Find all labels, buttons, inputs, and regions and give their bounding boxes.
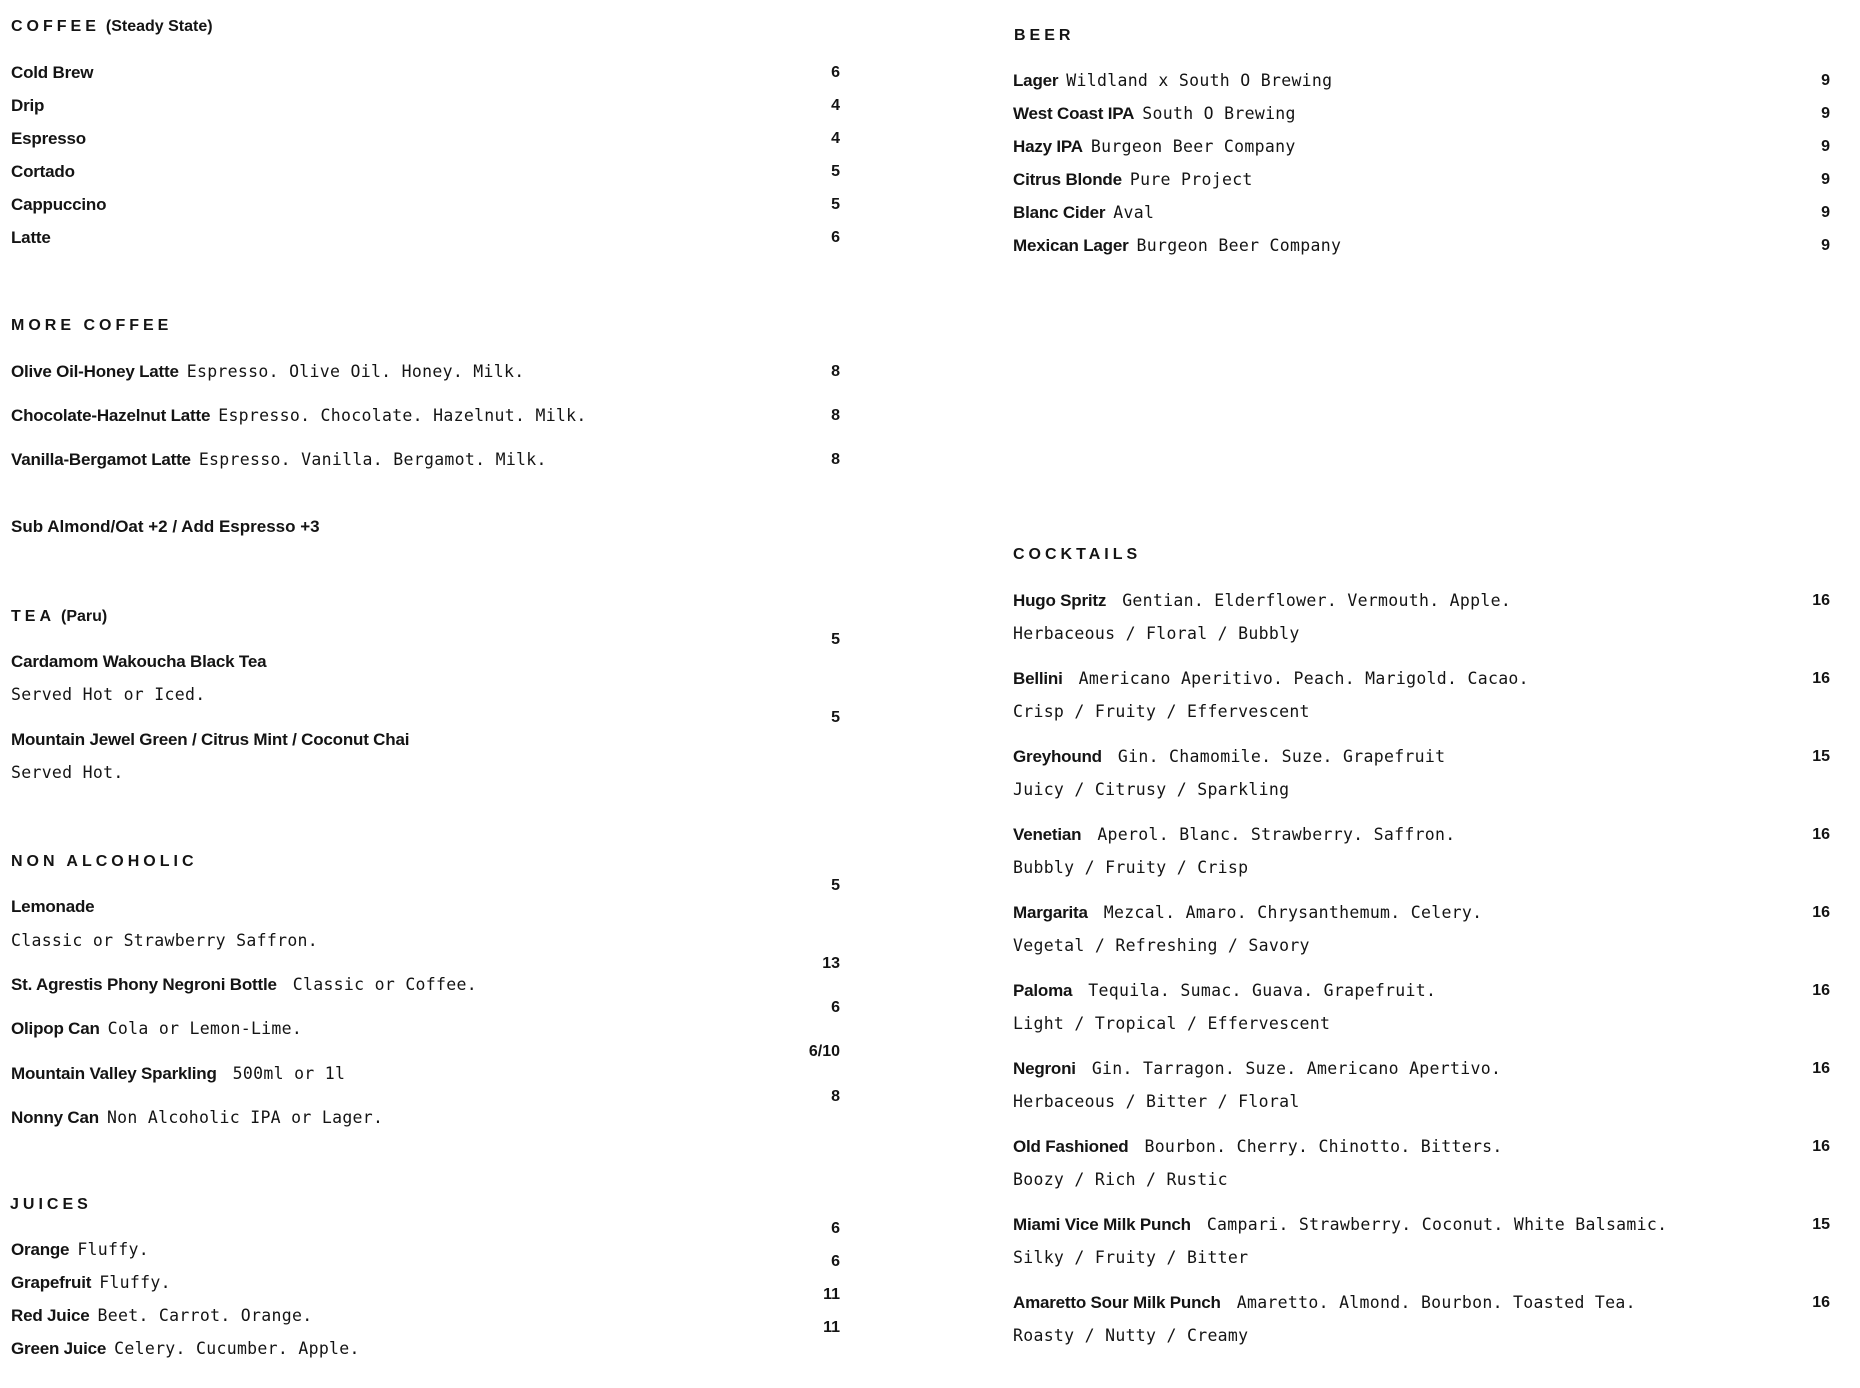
menu-item-description: Espresso. Chocolate. Hazelnut. Milk. <box>218 406 587 425</box>
menu-item-name: Venetian <box>1013 825 1082 844</box>
menu-item-price: 16 <box>1812 1294 1830 1311</box>
menu-item-description: Gin. Tarragon. Suze. Americano Apertivo. <box>1091 1059 1502 1078</box>
menu-item-description: Campari. Strawberry. Coconut. White Balsamic. <box>1206 1215 1668 1234</box>
menu-item-price: 6 <box>831 229 840 246</box>
menu-item-name: Blanc Cider <box>1013 203 1106 222</box>
menu-item <box>11 450 547 470</box>
menu-item <box>1013 170 1253 190</box>
menu-item-name: Green Juice <box>11 1339 107 1358</box>
menu-item-description: Beet. Carrot. Orange. <box>97 1306 313 1325</box>
menu-item-price: 16 <box>1812 670 1830 687</box>
menu-item-name: Mountain Valley Sparkling <box>11 1064 217 1083</box>
menu-item-price: 6 <box>831 999 840 1016</box>
menu-item-description: Wildland x South O Brewing <box>1066 71 1333 90</box>
menu-item-description: South O Brewing <box>1142 104 1296 123</box>
menu-item <box>1013 1059 1501 1079</box>
menu-item-price: 11 <box>823 1286 840 1303</box>
menu-item-price: 16 <box>1812 1138 1830 1155</box>
menu-item-description: Espresso. Vanilla. Bergamot. Milk. <box>198 450 547 469</box>
section-heading-cocktails <box>1013 546 1141 564</box>
menu-item-description: Burgeon Beer Company <box>1136 236 1342 255</box>
section-title: COFFEE <box>11 18 100 35</box>
menu-item-name: Cold Brew <box>11 63 94 82</box>
menu-item-price: 5 <box>831 163 840 180</box>
menu-item-name: Nonny Can <box>11 1108 99 1127</box>
menu-item <box>1013 747 1445 767</box>
menu-item-price: 8 <box>831 407 840 424</box>
menu-item-description: Aval <box>1113 203 1155 222</box>
menu-item <box>11 1064 345 1084</box>
menu-item <box>1013 71 1332 91</box>
menu-item-name: Amaretto Sour Milk Punch <box>1013 1293 1221 1312</box>
menu-item-price: 9 <box>1821 138 1830 155</box>
menu-item-name: Olive Oil-Honey Latte <box>11 362 179 381</box>
menu-item-price: 16 <box>1812 982 1830 999</box>
menu-item-price: 5 <box>831 877 840 894</box>
menu-item-description: Served Hot. <box>11 763 124 782</box>
menu-item-description: Espresso. Olive Oil. Honey. Milk. <box>186 362 525 381</box>
menu-item-price: 6 <box>831 64 840 81</box>
menu-item <box>11 975 477 995</box>
menu-item-description: Classic or Strawberry Saffron. <box>11 931 319 950</box>
menu-item-tasting-notes: Herbaceous / Bitter / Floral <box>1013 1092 1300 1111</box>
menu-item-name: Negroni <box>1013 1059 1076 1078</box>
menu-item-name: Hugo Spritz <box>1013 591 1107 610</box>
menu-item-name: Grapefruit <box>11 1273 92 1292</box>
section-heading-non-alcoholic <box>11 853 198 871</box>
menu-item <box>11 1339 360 1359</box>
menu-item-description: Cola or Lemon-Lime. <box>107 1019 303 1038</box>
menu-item-name: Vanilla-Bergamot Latte <box>11 450 191 469</box>
menu-item <box>1013 981 1436 1001</box>
menu-item-name: Paloma <box>1013 981 1073 1000</box>
menu-item-description: Tequila. Sumac. Guava. Grapefruit. <box>1088 981 1437 1000</box>
menu-item-price: 8 <box>831 451 840 468</box>
menu-item-description: Bourbon. Cherry. Chinotto. Bitters. <box>1144 1137 1503 1156</box>
section-title: TEA <box>11 608 55 625</box>
menu-item <box>1013 1137 1503 1157</box>
section-heading-tea <box>11 608 107 626</box>
menu-item-price: 8 <box>831 363 840 380</box>
menu-item-name: Margarita <box>1013 903 1088 922</box>
menu-item <box>11 362 524 382</box>
menu-item-price: 4 <box>831 130 840 147</box>
menu-item-description: 500ml or 1l <box>232 1064 346 1083</box>
menu-item-price: 16 <box>1812 904 1830 921</box>
menu-item <box>1013 669 1529 689</box>
menu-item-name: Citrus Blonde <box>1013 170 1122 189</box>
menu-item <box>11 1240 149 1260</box>
menu-item-name: Miami Vice Milk Punch <box>1013 1215 1191 1234</box>
menu-item <box>1013 591 1511 611</box>
menu-item <box>1013 903 1482 923</box>
menu-item <box>11 1108 383 1128</box>
menu-item-description: Fluffy. <box>99 1273 171 1292</box>
menu-item-name: Drip <box>11 96 45 115</box>
menu-item-price: 9 <box>1821 204 1830 221</box>
section-title: NON ALCOHOLIC <box>11 853 198 870</box>
menu-item-name: Red Juice <box>11 1306 90 1325</box>
menu-item-name: Orange <box>11 1240 70 1259</box>
menu-item-tasting-notes: Boozy / Rich / Rustic <box>1013 1170 1228 1189</box>
menu-item-description: Fluffy. <box>77 1240 149 1259</box>
menu-item-price: 11 <box>823 1319 840 1336</box>
section-title: COCKTAILS <box>1013 546 1142 563</box>
menu-item-name: Lager <box>1013 71 1059 90</box>
menu-item-tasting-notes: Juicy / Citrusy / Sparkling <box>1013 780 1290 799</box>
menu-item-price: 9 <box>1821 72 1830 89</box>
menu-item-name: Mountain Jewel Green / Citrus Mint / Coconut Chai <box>11 730 410 749</box>
menu-item-price: 6/10 <box>808 1043 840 1060</box>
menu-item-description: Amaretto. Almond. Bourbon. Toasted Tea. <box>1236 1293 1636 1312</box>
menu-item-description: Celery. Cucumber. Apple. <box>114 1339 360 1358</box>
section-heading-juices <box>10 1196 92 1214</box>
menu-item <box>1013 236 1341 256</box>
menu-item <box>1013 137 1296 157</box>
menu-item-price: 4 <box>831 97 840 114</box>
menu-item-name: Mexican Lager <box>1013 236 1129 255</box>
section-heading-coffee <box>11 18 213 36</box>
menu-item-price: 5 <box>831 631 840 648</box>
menu-item-price: 15 <box>1812 1216 1830 1233</box>
menu-item-price: 15 <box>1812 748 1830 765</box>
menu-item-description: Non Alcoholic IPA or Lager. <box>106 1108 384 1127</box>
menu-item <box>1013 1215 1667 1235</box>
menu-item-tasting-notes: Light / Tropical / Effervescent <box>1013 1014 1331 1033</box>
menu-item-price: 16 <box>1812 826 1830 843</box>
menu-item-description: Burgeon Beer Company <box>1090 137 1296 156</box>
menu-item-price: 16 <box>1812 592 1830 609</box>
menu-item <box>11 1273 171 1293</box>
menu-item-price: 8 <box>831 1088 840 1105</box>
menu-item-price: 5 <box>831 709 840 726</box>
menu-item-price: 6 <box>831 1220 840 1237</box>
menu-item-description: Pure Project <box>1129 170 1253 189</box>
menu-item-name: Cortado <box>11 162 75 181</box>
menu-item <box>11 1306 312 1326</box>
menu-item-price: 16 <box>1812 1060 1830 1077</box>
menu-item-price: 9 <box>1821 171 1830 188</box>
menu-item-description: Gentian. Elderflower. Vermouth. Apple. <box>1122 591 1512 610</box>
menu-item-description: Classic or Coffee. <box>292 975 477 994</box>
menu-item-description: Served Hot or Iced. <box>11 685 206 704</box>
section-title: MORE COFFEE <box>11 317 173 334</box>
menu-item-name: Old Fashioned <box>1013 1137 1129 1156</box>
menu-item <box>11 406 587 426</box>
menu-item-price: 9 <box>1821 105 1830 122</box>
menu-item-name: Chocolate-Hazelnut Latte <box>11 406 211 425</box>
section-subtitle: (Paru) <box>61 608 108 625</box>
menu-item <box>11 1019 302 1039</box>
section-title: JUICES <box>10 1196 92 1213</box>
menu-item-description: Aperol. Blanc. Strawberry. Saffron. <box>1097 825 1456 844</box>
menu-item <box>1013 1293 1636 1313</box>
menu-item-tasting-notes: Roasty / Nutty / Creamy <box>1013 1326 1249 1345</box>
menu-item-description: Americano Aperitivo. Peach. Marigold. Cacao. <box>1078 669 1529 688</box>
menu-item-price: 9 <box>1821 237 1830 254</box>
menu-item-tasting-notes: Herbaceous / Floral / Bubbly <box>1013 624 1300 643</box>
menu-item-name: St. Agrestis Phony Negroni Bottle <box>11 975 277 994</box>
menu-item-name: Espresso <box>11 129 86 148</box>
menu-item-price: 13 <box>822 955 840 972</box>
menu-item-price: 6 <box>831 1253 840 1270</box>
menu-item-name: Greyhound <box>1013 747 1102 766</box>
menu-item-description: Gin. Chamomile. Suze. Grapefruit <box>1117 747 1446 766</box>
menu-item-tasting-notes: Silky / Fruity / Bitter <box>1013 1248 1249 1267</box>
menu-item-name: Bellini <box>1013 669 1063 688</box>
menu-item-name: Olipop Can <box>11 1019 100 1038</box>
menu-item-name: Latte <box>11 228 51 247</box>
section-heading-beer <box>1014 27 1074 45</box>
menu-item-name: Cardamom Wakoucha Black Tea <box>11 652 267 671</box>
menu-item-tasting-notes: Vegetal / Refreshing / Savory <box>1013 936 1310 955</box>
menu-item-name: Hazy IPA <box>1013 137 1083 156</box>
milk-espresso-note: Sub Almond/Oat +2 / Add Espresso +3 <box>11 517 320 536</box>
section-subtitle: (Steady State) <box>105 18 213 35</box>
menu-item <box>1013 203 1154 223</box>
menu-item-name: Cappuccino <box>11 195 107 214</box>
menu-item <box>1013 104 1296 124</box>
menu-item-price: 5 <box>831 196 840 213</box>
menu-item-name: Lemonade <box>11 897 95 916</box>
menu-item-name: West Coast IPA <box>1013 104 1135 123</box>
section-heading-more-coffee <box>11 317 172 335</box>
section-title: BEER <box>1014 27 1075 44</box>
menu-item-tasting-notes: Bubbly / Fruity / Crisp <box>1013 858 1249 877</box>
menu-item <box>1013 825 1456 845</box>
menu-item-description: Mezcal. Amaro. Chrysanthemum. Celery. <box>1103 903 1483 922</box>
menu-item-tasting-notes: Crisp / Fruity / Effervescent <box>1013 702 1310 721</box>
